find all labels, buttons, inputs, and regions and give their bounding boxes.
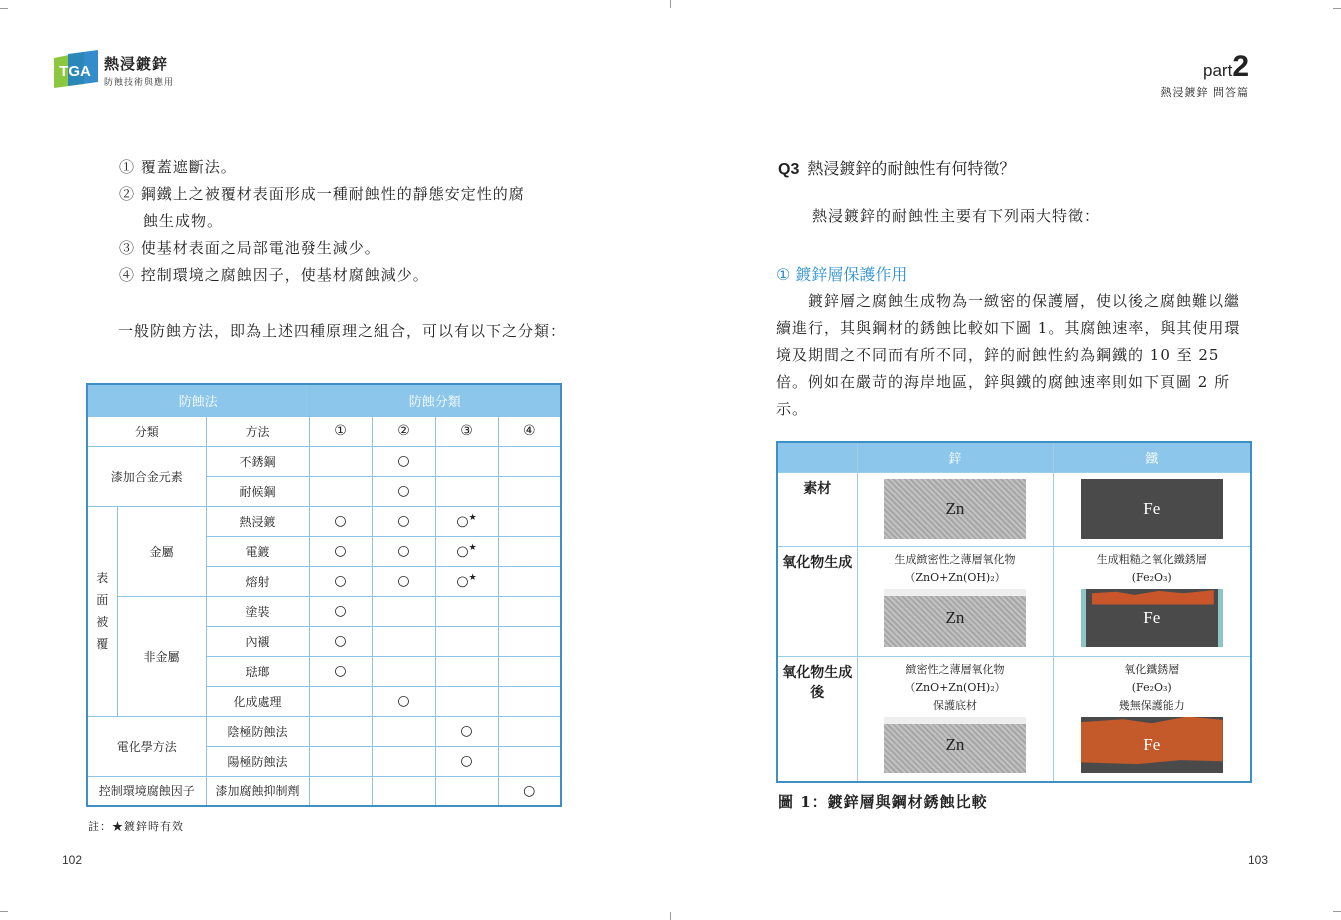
mark-cell <box>372 776 435 806</box>
col-method: 方法 <box>206 416 309 446</box>
mark-cell: ○ <box>498 776 561 806</box>
zn-label: Zn <box>945 607 965 627</box>
mark-cell <box>309 716 372 746</box>
tga-logo <box>50 50 100 90</box>
mark-cell: ○★ <box>435 506 498 536</box>
mark-cell <box>435 596 498 626</box>
col-3: ③ <box>435 416 498 446</box>
mark-cell <box>435 446 498 476</box>
mark-cell <box>372 626 435 656</box>
mark-cell: ○ <box>372 476 435 506</box>
mark-cell <box>498 626 561 656</box>
fig-caption-text: 幾無保護能力 <box>1118 698 1185 712</box>
mark-cell: ○ <box>372 536 435 566</box>
table-row <box>87 446 561 476</box>
fig-caption-text: (Fe₂O₃) <box>1131 570 1172 584</box>
fig-row-label: 氧化物生成 <box>777 546 857 656</box>
method-cell: 內襯 <box>206 626 309 656</box>
body-paragraph: 鍍鋅層之腐蝕生成物為一緻密的保護層，使以後之腐蝕難以繼續進行，其與鋼材的銹蝕比較如下圖 1。其腐蝕速率，與其使用環境及期間之不同而有所不同，鋅的耐蝕性約為鋼鐵的 10 至 25 倍。例如在嚴苛的海岸地區，鋅與鐵的腐蝕速率則如下頁圖 2 所示。 <box>776 292 1241 418</box>
fig-caption-text: 生成粗糙之氧化鐵銹層 <box>1096 552 1207 566</box>
zn-label: Zn <box>945 734 965 754</box>
mark-cell: ○ <box>309 506 372 536</box>
list-item: ① 覆蓋遮斷法。 <box>119 158 237 176</box>
principle-list <box>119 154 569 289</box>
mark-cell <box>498 506 561 536</box>
right-page <box>671 0 1341 920</box>
table-header-method: 防蝕法 <box>87 384 309 416</box>
body-paragraph: 一般防蝕方法，即為上述四種原理之組合，可以有以下之分類： <box>118 322 567 340</box>
list-item: ③ 使基材表面之局部電池發生減少。 <box>119 239 381 257</box>
list-item: ② 鋼鐵上之被覆材表面形成一種耐蝕性的靜態安定性的腐 <box>119 185 525 203</box>
group-electro: 電化學方法 <box>87 716 206 776</box>
mark-cell: ○★ <box>435 566 498 596</box>
fig-caption-text: 保護底材 <box>933 698 977 712</box>
question-title <box>778 156 1015 179</box>
table-row <box>87 776 561 806</box>
fe-label: Fe <box>1143 498 1161 518</box>
mark-cell <box>498 686 561 716</box>
group-surface <box>87 506 117 716</box>
col-1: ① <box>309 416 372 446</box>
mark-cell <box>498 566 561 596</box>
mark-cell <box>309 686 372 716</box>
fe-label: Fe <box>1143 734 1161 754</box>
mark-cell <box>372 716 435 746</box>
mark-cell <box>498 476 561 506</box>
mark-cell: ○★ <box>435 536 498 566</box>
fig-caption-text: 氧化鐵銹層 <box>1124 662 1180 676</box>
question-label: Q3 <box>778 161 800 178</box>
fig-caption-text: 緻密性之薄層氧化物 <box>905 662 1005 676</box>
col-4: ④ <box>498 416 561 446</box>
method-cell: 漆加腐蝕抑制劑 <box>206 776 309 806</box>
brand-title: 熱浸鍍鋅 <box>104 55 169 73</box>
mark-cell: ○ <box>309 626 372 656</box>
fe-after-image <box>1081 717 1223 773</box>
mark-cell <box>498 746 561 776</box>
mark-cell <box>435 626 498 656</box>
mark-cell <box>435 656 498 686</box>
figure-1-table <box>776 441 1252 783</box>
method-cell: 琺瑯 <box>206 656 309 686</box>
method-cell: 陽極防蝕法 <box>206 746 309 776</box>
vertical-char: 表 <box>96 571 109 585</box>
fig-header-zn: 鋅 <box>857 442 1053 472</box>
col-category: 分類 <box>87 416 206 446</box>
method-cell: 耐候鋼 <box>206 476 309 506</box>
fig-caption-text: （ZnO+Zn(OH)₂） <box>904 570 1006 584</box>
mark-cell <box>498 656 561 686</box>
fe-rust-image <box>1081 589 1223 647</box>
method-cell: 塗裝 <box>206 596 309 626</box>
group-alloy: 漆加合金元素 <box>87 446 206 506</box>
mark-cell <box>309 776 372 806</box>
method-cell: 熱浸鍍 <box>206 506 309 536</box>
vertical-char: 面 <box>96 593 109 607</box>
mark-cell: ○ <box>372 446 435 476</box>
fig-caption-text: (Fe₂O₃) <box>1131 680 1172 694</box>
question-text: 熱浸鍍鋅的耐蝕性有何特徵？ <box>807 159 1016 178</box>
star-icon: ★ <box>468 572 477 583</box>
fig-cell <box>1053 656 1251 782</box>
mark-cell <box>372 596 435 626</box>
mark-cell: ○ <box>372 506 435 536</box>
mark-cell: ○ <box>309 566 372 596</box>
part-number: 2 <box>1232 50 1249 83</box>
fig-cell <box>857 472 1053 546</box>
fig-cell <box>1053 546 1251 656</box>
mark-cell <box>498 536 561 566</box>
table-row <box>87 716 561 746</box>
part-label <box>1203 50 1249 84</box>
col-2: ② <box>372 416 435 446</box>
mark-cell <box>309 446 372 476</box>
left-page <box>0 0 670 920</box>
mark-cell: ○ <box>309 596 372 626</box>
mark-cell <box>435 686 498 716</box>
group-env: 控制環境腐蝕因子 <box>87 776 206 806</box>
mark-cell <box>435 476 498 506</box>
vertical-char: 被 <box>96 615 109 629</box>
fig-cell <box>857 546 1053 656</box>
sub-nonmetal: 非金屬 <box>117 596 206 716</box>
part-word: part <box>1203 61 1233 80</box>
table-note: 註：★鍍鋅時有效 <box>88 820 184 833</box>
part-subtitle: 熱浸鍍鋅 問答篇 <box>1160 86 1249 99</box>
intro-paragraph: 熱浸鍍鋅的耐蝕性主要有下列兩大特徵： <box>812 207 1101 225</box>
method-cell: 電鍍 <box>206 536 309 566</box>
page-number-right: 103 <box>1248 853 1269 867</box>
mark-cell <box>435 776 498 806</box>
mark-cell: ○ <box>372 686 435 716</box>
method-cell: 熔射 <box>206 566 309 596</box>
list-item: 蝕生成物。 <box>143 212 224 230</box>
table-row <box>87 596 561 626</box>
mark-cell: ○ <box>309 536 372 566</box>
fig-caption-text: （ZnO+Zn(OH)₂） <box>904 680 1006 694</box>
fig-cell <box>857 656 1053 782</box>
fig-row-label: 氧化物生成後 <box>777 656 857 782</box>
fe-sample-image <box>1081 479 1223 539</box>
star-icon: ★ <box>468 542 477 553</box>
mark-cell <box>372 656 435 686</box>
fig-header-empty <box>777 442 857 472</box>
table-row <box>87 506 561 536</box>
zn-sample-image <box>884 479 1026 539</box>
table-header-class: 防蝕分類 <box>309 384 561 416</box>
vertical-char: 覆 <box>96 637 109 651</box>
fig-header-fe: 鐵 <box>1053 442 1251 472</box>
zn-after-image <box>884 717 1026 773</box>
fig-caption-text: 生成緻密性之薄層氧化物 <box>894 552 1016 566</box>
mark-cell: ○ <box>309 656 372 686</box>
zn-oxide-image <box>884 589 1026 647</box>
mark-cell: ○ <box>435 746 498 776</box>
mark-cell <box>498 596 561 626</box>
mark-cell <box>498 446 561 476</box>
zn-label: Zn <box>945 498 965 518</box>
mark-cell <box>309 746 372 776</box>
corrosion-method-table <box>86 383 562 807</box>
logo-text: TGA <box>59 63 91 80</box>
method-cell: 不銹鋼 <box>206 446 309 476</box>
star-icon: ★ <box>468 512 477 523</box>
list-item: ④ 控制環境之腐蝕因子，使基材腐蝕減少。 <box>119 266 429 284</box>
mark-cell <box>498 716 561 746</box>
page-number-left: 102 <box>62 853 83 867</box>
section-heading: ① 鍍鋅層保護作用 <box>776 265 908 284</box>
fe-label: Fe <box>1143 607 1161 627</box>
method-cell: 化成處理 <box>206 686 309 716</box>
fig-cell <box>1053 472 1251 546</box>
brand-subtitle: 防蝕技術與應用 <box>104 78 175 88</box>
mark-cell: ○ <box>372 566 435 596</box>
mark-cell <box>309 476 372 506</box>
fig-row-label: 素材 <box>777 472 857 546</box>
sub-metal: 金屬 <box>117 506 206 596</box>
mark-cell: ○ <box>435 716 498 746</box>
figure-caption: 圖 1：鍍鋅層與鋼材銹蝕比較 <box>778 793 988 811</box>
method-cell: 陰極防蝕法 <box>206 716 309 746</box>
mark-cell <box>372 746 435 776</box>
